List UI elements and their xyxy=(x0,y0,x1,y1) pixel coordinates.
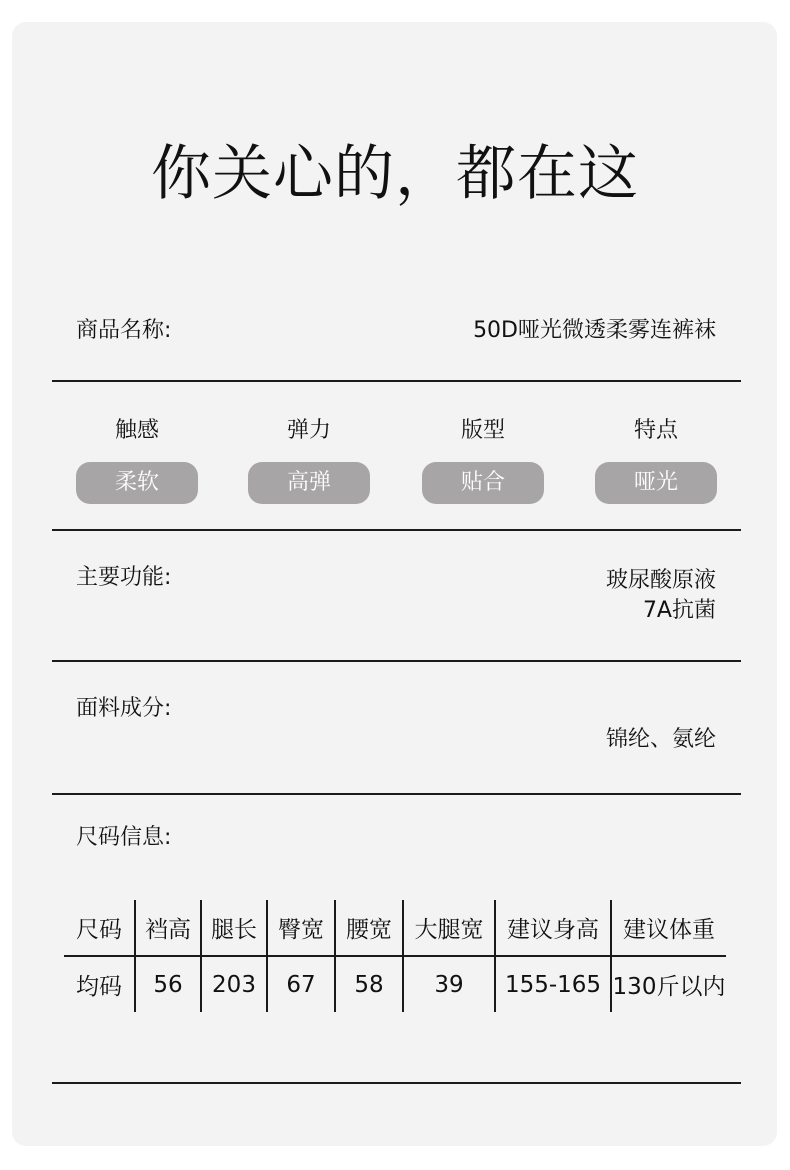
size-table-header: 建议体重 xyxy=(611,900,726,956)
fabric-value: 锦纶、氨纶 xyxy=(605,727,716,752)
product-name-value: 50D哑光微透柔雾连裤袜 xyxy=(473,318,716,343)
size-table-header: 尺码 xyxy=(64,900,135,956)
attribute-label-elasticity: 弹力 xyxy=(286,418,331,443)
function-label: 主要功能: xyxy=(76,565,172,590)
size-table-header: 大腿宽 xyxy=(403,900,495,956)
attribute-tag-elasticity: 高弹 xyxy=(248,462,370,504)
attribute-tag-fit: 贴合 xyxy=(422,462,544,504)
size-table-cell: 56 xyxy=(135,956,201,1012)
divider xyxy=(52,793,741,795)
size-table-cell: 39 xyxy=(403,956,495,1012)
size-table-header: 臀宽 xyxy=(267,900,335,956)
size-table-header: 裆高 xyxy=(135,900,201,956)
attribute-label-feature: 特点 xyxy=(633,418,678,443)
fabric-label: 面料成分: xyxy=(76,696,172,721)
size-table-header-row xyxy=(64,900,726,956)
divider xyxy=(52,660,741,662)
attribute-tag-feature: 哑光 xyxy=(595,462,717,504)
divider xyxy=(52,529,741,531)
size-table-cell: 58 xyxy=(335,956,403,1012)
size-table-cell: 均码 xyxy=(76,974,122,1000)
size-table-header: 建议身高 xyxy=(495,900,611,956)
size-table xyxy=(64,900,726,1012)
size-table-header: 腰宽 xyxy=(335,900,403,956)
size-table-cell: 67 xyxy=(267,956,335,1012)
size-table-cell: 203 xyxy=(201,956,267,1012)
table-row xyxy=(64,956,726,1012)
page-title: 你关心的，都在这 xyxy=(151,139,639,209)
function-value-line-1: 玻尿酸原液 xyxy=(605,568,716,593)
product-name-label: 商品名称: xyxy=(76,318,172,343)
size-label: 尺码信息: xyxy=(76,825,172,850)
attribute-tag-touch: 柔软 xyxy=(76,462,198,504)
size-table-header: 腿长 xyxy=(201,900,267,956)
size-table-cell: 130斤以内 xyxy=(611,956,726,1012)
divider xyxy=(52,380,741,382)
attribute-label-fit: 版型 xyxy=(460,418,505,443)
attribute-label-touch: 触感 xyxy=(114,418,159,443)
divider xyxy=(52,1082,741,1084)
size-table-cell: 155-165 xyxy=(495,956,611,1012)
function-value-line-2: 7A抗菌 xyxy=(642,598,716,623)
